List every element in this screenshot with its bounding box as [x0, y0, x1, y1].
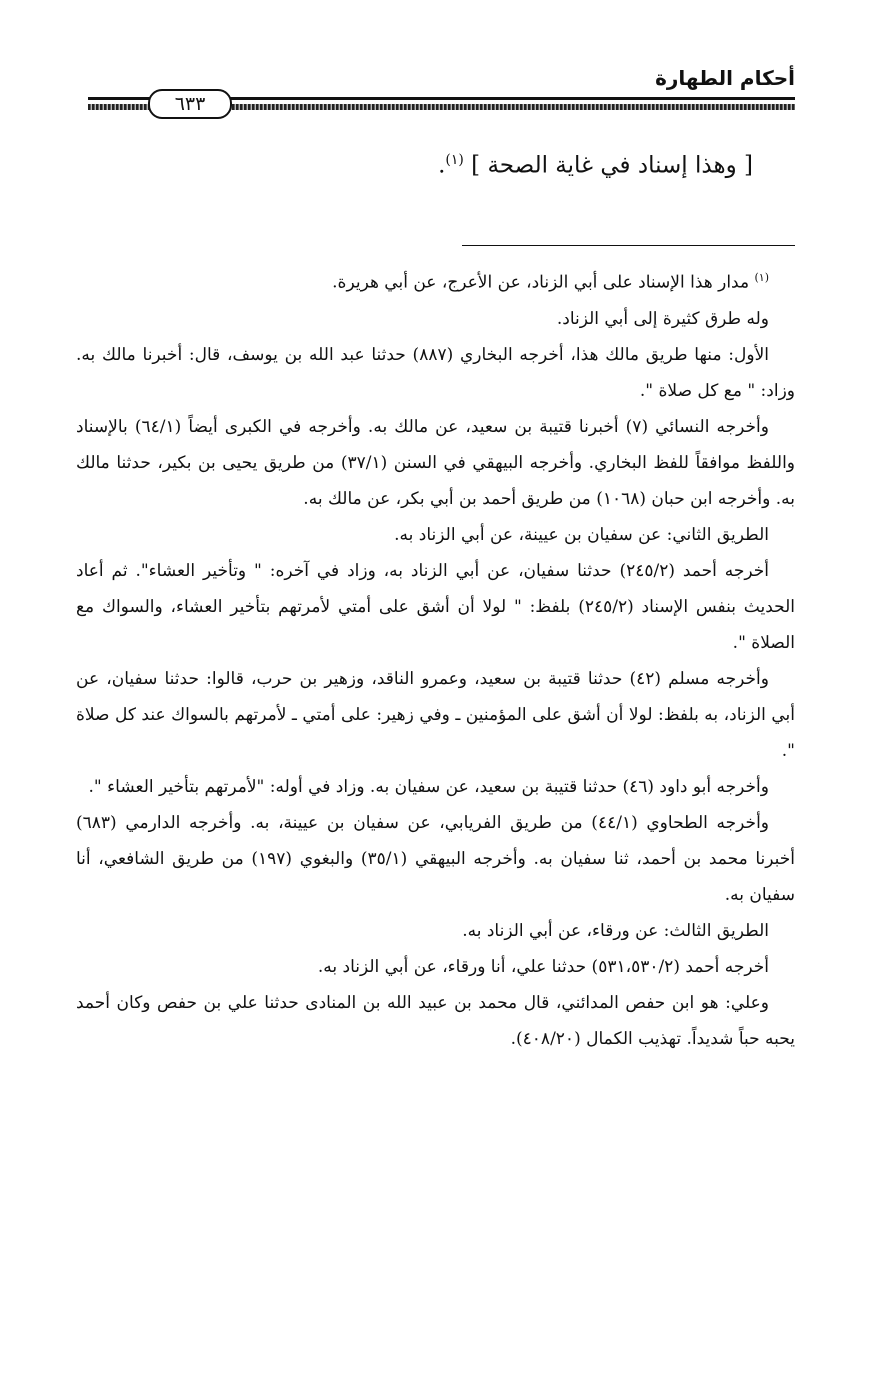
footnote-paragraph	[76, 260, 795, 301]
footnote-paragraph: وأخرجه الطحاوي (٤٤/١) من طريق الفريابي، عن سفيان بن عيينة، به. وأخرجه الدارمي (٦٨٣) أخبرنا محمد بن أحمد، ثنا سفيان به. وأخرجه البيهقي (٣٥/١) والبغوي (١٩٧) من طريق الشافعي، أنا سفيان به.	[76, 812, 796, 905]
footnote-text: مدار هذا الإسناد على أبي الزناد، عن الأعرج، عن أبي هريرة.	[332, 272, 750, 293]
footnotes-section	[76, 260, 795, 1057]
main-text: [ وهذا إسناد في غاية الصحة ]	[471, 152, 753, 179]
main-text-line: [ وهذا إسناد في غاية الصحة ] $^{(١)}$.	[438, 152, 753, 179]
footnote-paragraph: أخرجه أحمد (٥٣١،٥٣٠/٢) حدثنا علي، أنا ورقاء، عن أبي الزناد به.	[317, 956, 769, 977]
footnote-paragraph: وعلي: هو ابن حفص المدائني، قال محمد بن عبيد الله بن المنادى حدثنا علي بن حفص وكان أحمد يحبه حباً شديداً. تهذيب الكمال (٤٠٨/٢٠).	[76, 992, 795, 1049]
footnote-separator	[462, 245, 795, 246]
page-number: ٦٣٣	[148, 89, 232, 119]
footnote-paragraph: وله طرق كثيرة إلى أبي الزناد.	[556, 308, 769, 329]
footnote-paragraph: الطريق الثاني: عن سفيان بن عيينة، عن أبي الزناد به.	[394, 524, 769, 545]
running-header-title: أحكام الطهارة	[655, 66, 795, 90]
footnote-paragraph: وأخرجه النسائي (٧) أخبرنا قتيبة بن سعيد، عن مالك به. وأخرجه في الكبرى أيضاً (٦٤/١) بالإسناد واللفظ موافقاً للفظ البخاري. وأخرجه البيهقي في السنن (٣٧/١) من طريق يحيى بن بكير، حدثنا مالك به. وأخرجه ابن حبان (١٠٦٨) من طريق أحمد بن أبي بكر، عن مالك به.	[76, 416, 796, 509]
footnote-marker: (١)	[754, 271, 769, 284]
footnote-paragraph: أخرجه أحمد (٢٤٥/٢) حدثنا سفيان، عن أبي الزناد به، وزاد في آخره: " وتأخير العشاء". ثم أعاد الحديث بنفس الإسناد (٢٤٥/٢) بلفظ: " لولا أن أشق على أمتي لأمرتهم بتأخير العشاء، والسواك مع الصلاة ".	[76, 560, 795, 653]
footnote-reference: (١)	[445, 152, 464, 168]
footnote-paragraph: وأخرجه مسلم (٤٢) حدثنا قتيبة بن سعيد، وعمرو الناقد، وزهير بن حرب، قالوا: حدثنا سفيان، عن أبي الزناد، به بلفظ: لولا أن أشق على المؤمنين ـ وفي زهير: على أمتي ـ لأمرتهم بالسواك عند كل صلاة ".	[76, 668, 795, 761]
footnote-paragraph: وأخرجه أبو داود (٤٦) حدثنا قتيبة بن سعيد، عن سفيان به. وزاد في أوله: "لأمرتهم بتأخير العشاء ".	[88, 776, 769, 797]
footnote-paragraph: الأول: منها طريق مالك هذا، أخرجه البخاري (٨٨٧) حدثنا عبد الله بن يوسف، قال: أخبرنا مالك به. وزاد: " مع كل صلاة ".	[76, 344, 795, 401]
footnote-paragraph: الطريق الثالث: عن ورقاء، عن أبي الزناد به.	[462, 920, 769, 941]
